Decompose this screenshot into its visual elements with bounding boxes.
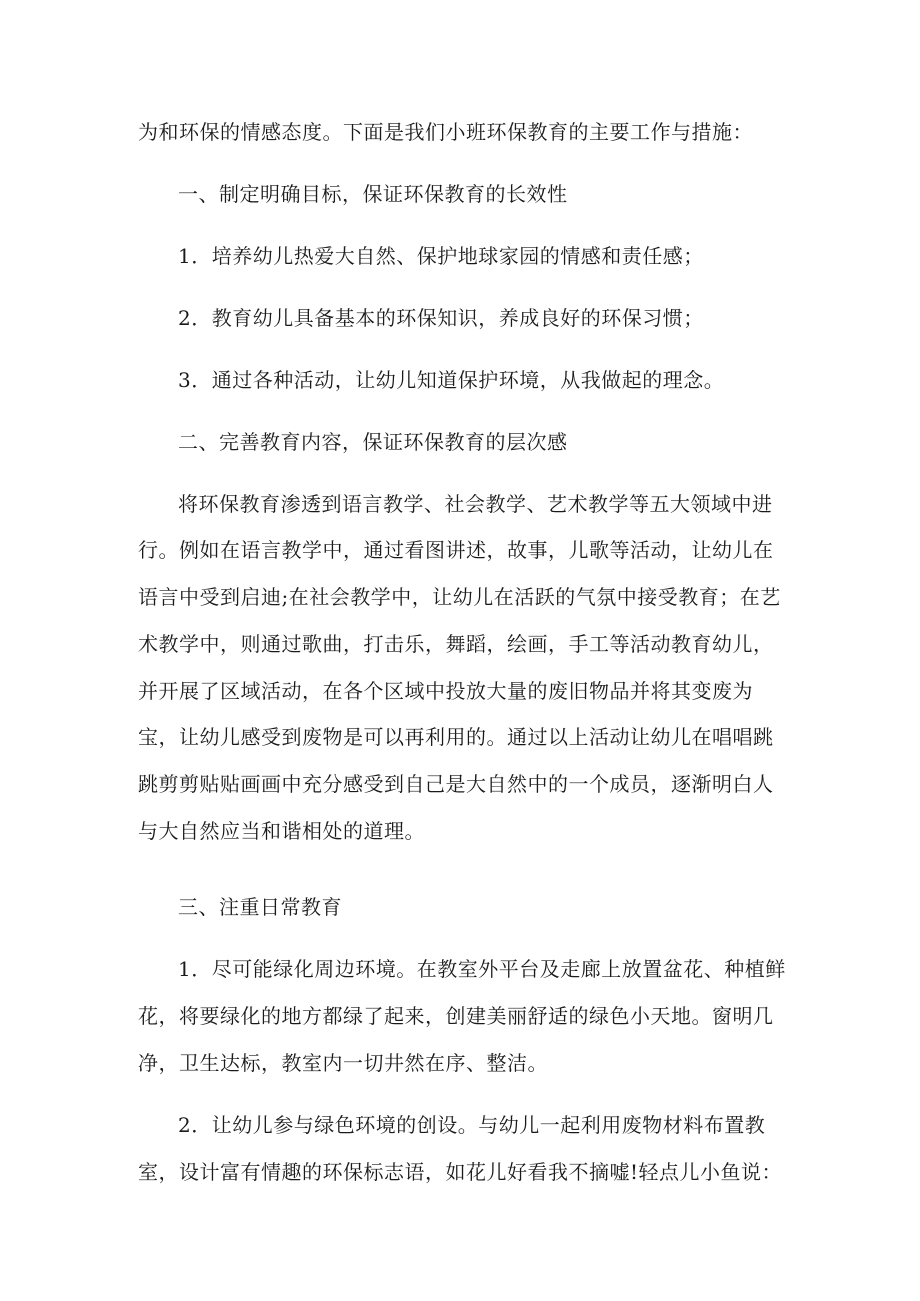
paragraph-line: 净，卫生达标，教室内一切井然在序、整洁。: [138, 1051, 548, 1075]
list-item-1-1: 1．培养幼儿热爱大自然、保护地球家园的情感和责任感；: [178, 244, 704, 268]
paragraph-line: 并开展了区域活动，在各个区域中投放大量的废旧物品并将其变废为: [138, 679, 753, 703]
paragraph-line: 室，设计富有情趣的环保标志语，如花儿好看我不摘嘘!轻点儿小鱼说：: [138, 1160, 783, 1184]
paragraph-line: 1．尽可能绿化周边环境。在教室外平台及走廊上放置盆花、种植鲜: [178, 957, 786, 981]
list-item-1-3: 3．通过各种活动，让幼儿知道保护环境，从我做起的理念。: [178, 368, 725, 392]
paragraph-line: 将环保教育渗透到语言教学、社会教学、艺术教学等五大领域中进: [178, 492, 773, 516]
heading-section-3: 三、注重日常教育: [178, 895, 342, 919]
list-item-1-2: 2．教育幼儿具备基本的环保知识，养成良好的环保习惯；: [178, 306, 704, 330]
paragraph-line: 跳剪剪贴贴画画中充分感受到自己是大自然中的一个成员，逐渐明白人: [138, 772, 774, 796]
paragraph-line: 花，将要绿化的地方都绿了起来，创建美丽舒适的绿色小天地。窗明几: [138, 1004, 774, 1028]
paragraph-line: 行。例如在语言教学中，通过看图讲述，故事，儿歌等活动，让幼儿在: [138, 538, 774, 562]
paragraph-intro-end: 为和环保的情感态度。下面是我们小班环保教育的主要工作与措施：: [138, 120, 753, 144]
paragraph-line: 与大自然应当和谐相处的道理。: [138, 819, 425, 843]
paragraph-line: 2．让幼儿参与绿色环境的创设。与幼儿一起利用废物材料布置教: [178, 1113, 766, 1137]
heading-section-1: 一、制定明确目标，保证环保教育的长效性: [178, 182, 568, 206]
heading-section-2: 二、完善教育内容，保证环保教育的层次感: [178, 430, 568, 454]
paragraph-line: 语言中受到启迪;在社会教学中，让幼儿在活跃的气氛中接受教育；在艺: [138, 585, 781, 609]
paragraph-line: 宝，让幼儿感受到废物是可以再利用的。通过以上活动让幼儿在唱唱跳: [138, 725, 774, 749]
paragraph-line: 术教学中，则通过歌曲，打击乐，舞蹈，绘画，手工等活动教育幼儿，: [138, 632, 774, 656]
